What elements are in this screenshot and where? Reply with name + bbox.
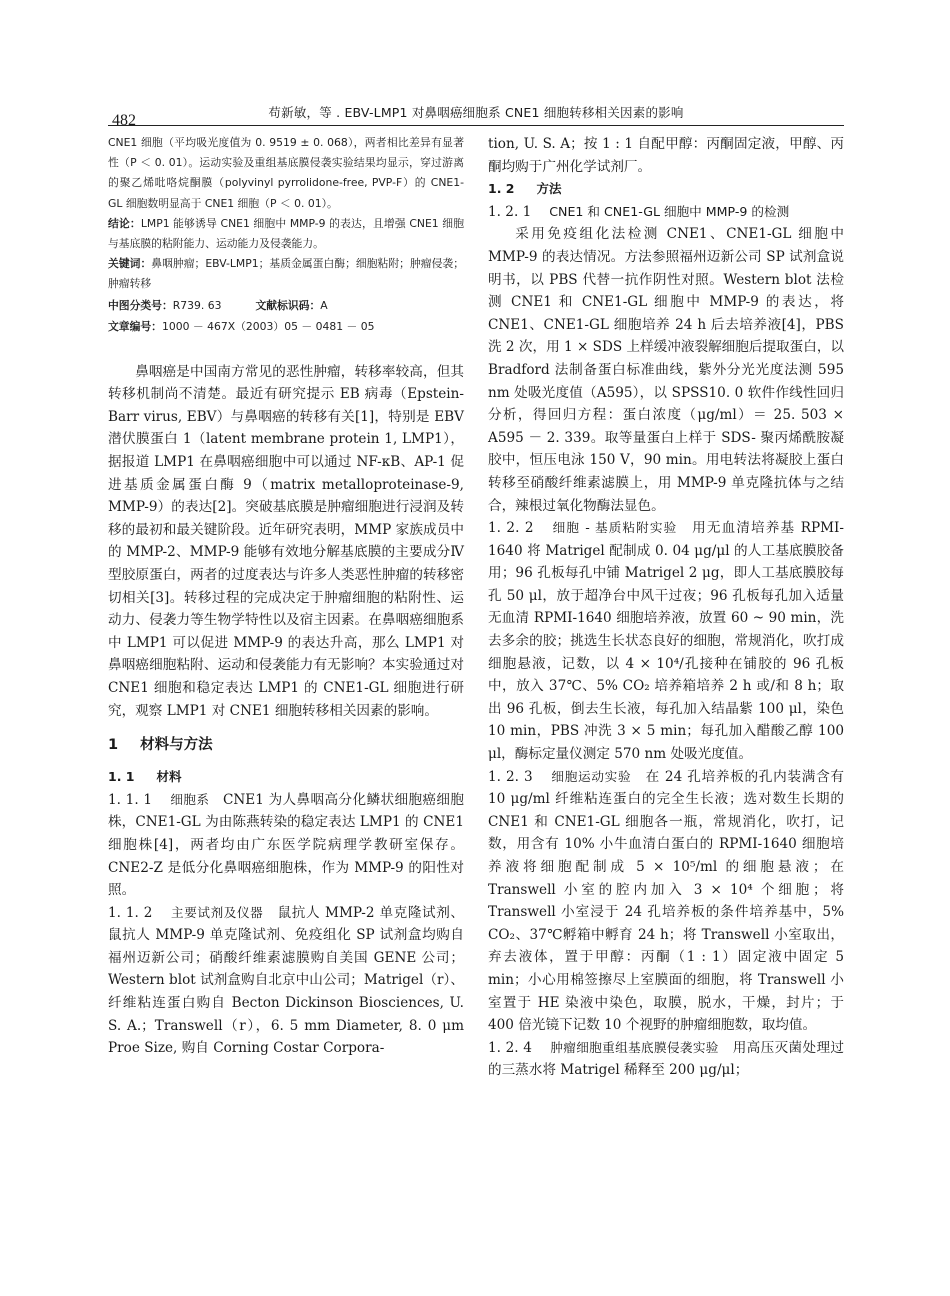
subsection-heading: 肿瘤细胞重组基底膜侵袭实验 (549, 1039, 719, 1055)
paragraph-1-2-4 (488, 1037, 844, 1082)
section-1-1-number: 1. 1 (108, 769, 135, 785)
keywords-text: 鼻咽肿瘤；EBV-LMP1；基质金属蛋白酶；细胞粘附；肿瘤侵袭；肿瘤转移 (108, 257, 465, 291)
keywords-label: 关键词： (108, 257, 152, 271)
clc-value: R739. 63 (172, 298, 222, 312)
section-1-number: 1 (108, 737, 119, 754)
conclusion-label: 结论： (108, 216, 141, 230)
subsection-heading: 细胞系 (170, 791, 210, 807)
section-1-2-number: 1. 2 (488, 181, 515, 197)
article-no-label: 文章编号： (108, 319, 162, 333)
section-1-2-heading (488, 178, 844, 201)
paragraph-1-1-2-continued: tion, U. S. A；按 1 : 1 自配甲醇：丙酮固定液，甲醇、丙酮均购于广州化学试剂厂。 (488, 136, 844, 175)
intro-paragraph: 鼻咽癌是中国南方常见的恶性肿瘤，转移率较高，但其转移机制尚不清楚。最近有研究提示 EB 病毒（Epstein-Barr virus, EBV）与鼻咽癌的转移有关[1]，特别是 EBV 潜伏膜蛋白 1（latent membrane protein 1, LMP1），据报道 LMP1 在鼻咽癌细胞中可以通过 NF-κB、AP-1 促进基质金属蛋白酶 9（matrix metalloproteinase-9, MMP-9）的表达[2]。突破基底膜是肿瘤细胞进行浸润及转移的最初和最关键阶段。近年研究表明，MMP 家族成员中的 MMP-2、MMP-9 能够有效地分解基底膜的主要成分Ⅳ型胶原蛋白，两者的过度表达与许多人类恶性肿瘤的转移密切相关[3]。转移过程的完成决定于肿瘤细胞的粘附性、运动力、侵袭力等生物学特性以及宿主因素。在鼻咽癌细胞系中 LMP1 可以促进 MMP-9 的表达升高，那么 LMP1 对鼻咽癌细胞粘附、运动和侵袭能力有无影响？本实验通过对 CNE1 细胞和稳定表达 LMP1 的 CNE1-GL 细胞进行研究，观察 LMP1 对 CNE1 细胞转移相关因素的影响。 (108, 363, 464, 719)
section-1-1-title: 材料 (156, 769, 182, 785)
article-number-line (108, 316, 464, 337)
section-1-1-heading (108, 766, 464, 789)
subsection-heading: 主要试剂及仪器 (170, 904, 264, 920)
paragraph-1-2-3 (488, 766, 844, 1037)
paragraph-1-2-1: 采用免疫组化法检测 CNE1、CNE1-GL 细胞中 MMP-9 的表达情况。方法参照福州迈新公司 SP 试剂盒说明书，以 PBS 代替一抗作阴性对照。Western blot 法检测 CNE1 和 CNE1-GL 细胞中 MMP-9 的表达，将 CNE1、CNE1-GL 细胞培养 24 h 后去培养液[4]，PBS 洗 2 次，用 1 × SDS 上样缓冲液裂解细胞后提取蛋白，以 Bradford 法制备蛋白标准曲线，紫外分光光度法测 595 nm 处吸光度值（A595），以 SPSS10. 0 软件作线性回归分析，得回归方程：蛋白浓度（μg/ml）＝ 25. 503 × A595 － 2. 339。取等量蛋白上样于 SDS- 聚丙烯酰胺凝胶中，恒压电泳 150 V，90 min。用电转法将凝胶上蛋白转移至硝酸纤维素滤膜上，用 MMP-9 单克隆抗体与之结合，辣根过氧化物酶法显色。 (488, 226, 845, 514)
subsection-text: 鼠抗人 MMP-2 单克隆试剂、鼠抗人 MMP-9 单克隆试剂、免疫组化 SP 试剂盒均购自福州迈新公司；硝酸纤维素滤膜购自美国 GENE 公司；Western blot 试剂盒购自北京中山公司；Matrigel（r）、纤维粘连蛋白购自 Becton Dickinson Biosciences, U. S. A.；Transwell（r），6. 5 mm Diameter, 8. 0 μm Proe Size, 购自 Corning Costar Corpora- (108, 904, 465, 1057)
keywords (108, 254, 464, 294)
classification-line (108, 295, 464, 316)
subsection-text: CNE1 为人鼻咽高分化鳞状细胞癌细胞株，CNE1-GL 为由陈燕转染的稳定表达 LMP1 的 CNE1 细胞株[4]，两者均由广东医学院病理学教研室保存。CNE2-Z 是低分化鼻咽癌细胞株，作为 MMP-9 的阳性对照。 (108, 791, 464, 899)
section-1-heading (108, 734, 464, 756)
subsection-heading: 细胞 - 基质粘附实验 (551, 520, 678, 536)
subsection-number: 1. 2. 4 (488, 1039, 532, 1056)
paragraph-1-2-2 (488, 517, 844, 766)
paragraph-1-1-1 (108, 789, 464, 902)
page-number: 482 (112, 112, 136, 129)
subsection-number: 1. 2. 3 (488, 768, 533, 785)
paragraph-1-1-2 (108, 902, 464, 1060)
subsection-1-2-1-heading (488, 201, 844, 224)
subsection-number: 1. 1. 2 (108, 904, 153, 921)
section-1-2-title: 方法 (536, 181, 562, 197)
subsection-text: 用高压灭菌处理过的三蒸水将 Matrigel 稀释至 200 μg/μl； (488, 1039, 845, 1079)
clc-label: 中图分类号： (108, 298, 173, 312)
subsection-text: 用无血清培养基 RPMI-1640 将 Matrigel 配制成 0. 04 μg/μl 的人工基底膜胶备用；96 孔板每孔中铺 Matrigel 2 μg，即人工基底膜胶每孔 50 μl，放于超净台中风干过夜；96 孔板每孔加入适量无血清 RPMI-1640 细胞培养液，放置 60 ~ 90 min，洗去多余的胶；挑选生长状态良好的细胞，常规消化，吹打成细胞悬液，记数，以 4 × 10⁴/孔接种在铺胶的 96 孔板中，放入 37℃、5% CO₂ 培养箱培养 2 h 或/和 8 h；取出 96 孔板，倒去生长液，每孔加入结晶紫 100 μl，染色 10 min，PBS 冲洗 3 × 5 min；每孔加入醋酸乙醇 100 μl，酶标定量仪测定 570 nm 处吸光度值。 (488, 520, 844, 763)
header-rule (108, 125, 844, 126)
section-1-title: 材料与方法 (140, 737, 213, 754)
subsection-number: 1. 1. 1 (108, 791, 153, 808)
abstract-results: CNE1 细胞（平均吸光度值为 0. 9519 ± 0. 068），两者相比差异有显著性（P ＜ 0. 01）。运动实验及重组基底膜侵袭实验结果均显示，穿过游离的聚乙烯吡咯烷酮膜（polyvinyl pyrrolidone-free, PVP-F）的 CNE1-GL 细胞数明显高于 CNE1 细胞（P ＜ 0. 01）。 (108, 136, 464, 210)
article-no-value: 1000 － 467X（2003）05 － 0481 － 05 (161, 319, 375, 333)
right-column (488, 133, 844, 1082)
left-column (108, 133, 464, 1060)
subsection-number: 1. 2. 2 (488, 520, 534, 537)
doc-code-value: A (320, 298, 328, 312)
subsection-heading: CNE1 和 CNE1-GL 细胞中 MMP-9 的检测 (549, 203, 790, 219)
doc-code-label: 文献标识码： (255, 298, 321, 312)
conclusion-text: LMP1 能够诱导 CNE1 细胞中 MMP-9 的表达，且增强 CNE1 细胞与基底膜的粘附能力、运动能力及侵袭能力。 (108, 216, 464, 251)
subsection-heading: 细胞运动实验 (550, 768, 632, 784)
subsection-number: 1. 2. 1 (488, 203, 532, 220)
abstract-conclusion (108, 214, 464, 254)
subsection-text: 在 24 孔培养板的孔内装满含有 10 μg/ml 纤维粘连蛋白的完全生长液；选对数生长期的 CNE1 和 CNE1-GL 细胞各一瓶，常规消化，吹打，记数，用含有 10% 小牛血清白蛋白的 RPMI-1640 细胞培养液将细胞配制成 5 × 10⁵/ml 的细胞悬液；在 Transwell 小室的腔内加入 3 × 10⁴ 个细胞；将 Transwell 小室浸于 24 孔培养板的条件培养基中，5% CO₂、37℃孵箱中孵育 24 h；将 Transwell 小室取出，弃去液体，置于甲醇：丙酮（1 : 1）固定液中固定 5 min；小心用棉签擦尽上室膜面的细胞，将 Transwell 小室置于 HE 染液中染色，取膜，脱水，干燥，封片；于 400 倍光镜下记数 10 个视野的肿瘤细胞数，取均值。 (488, 768, 844, 1034)
running-header: 苟新敏，等 . EBV-LMP1 对鼻咽癌细胞系 CNE1 细胞转移相关因素的影响 (268, 105, 684, 120)
